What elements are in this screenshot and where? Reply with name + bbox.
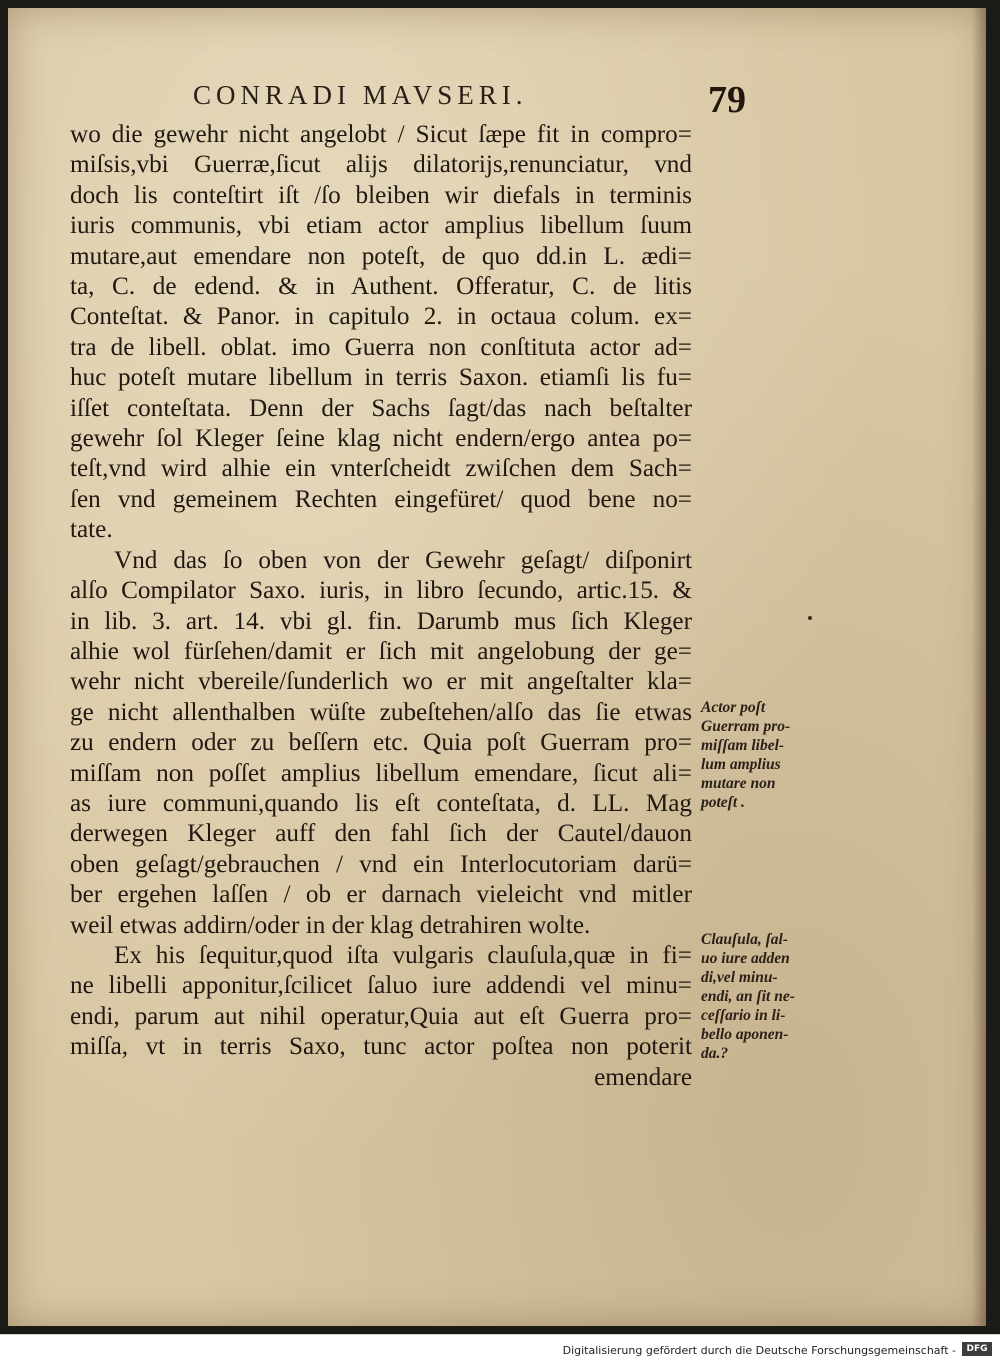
book-page [8, 8, 986, 1326]
margin-note-line: da.? [701, 1045, 729, 1062]
text-line: doch lis conteſtirt iſt /ſo bleiben wir diefals in terminis [70, 181, 692, 209]
text-line: tra de libell. oblat. imo Guerra non conſtituta actor ad= [70, 333, 692, 361]
margin-note-line: di,vel minu- [701, 969, 778, 986]
text-line: Vnd das ſo oben von der Gewehr geſagt/ diſponirt [114, 546, 692, 574]
main-text-block [70, 120, 692, 1093]
margin-note-line: Clauſula, ſal- [701, 931, 788, 948]
text-line: huc poteſt mutare libellum in terris Saxon. etiamſi lis fu= [70, 364, 692, 392]
margin-note-line: mutare non [701, 775, 776, 792]
text-line: Conteſtat. & Panor. in capitulo 2. in octaua colum. ex= [70, 303, 692, 331]
text-line: iuris communis, vbi etiam actor amplius libellum ſuum [70, 212, 692, 240]
footer-credit: Digitalisierung gefördert durch die Deutsche Forschungsgemeinschaft - [562, 1344, 956, 1357]
margin-note-line: lum amplius [701, 756, 781, 773]
digitization-footer [0, 1334, 1000, 1362]
text-line: as iure communi,quando lis eſt conteſtata, d. LL. Mag [70, 789, 692, 817]
catchword: emendare [594, 1063, 692, 1091]
dfg-logo: DFG [962, 1342, 992, 1356]
text-line: ber ergehen laſſen / ob er darnach vieleicht vnd mitler [70, 881, 692, 909]
text-line: wehr nicht vbereile/ſunderlich wo er mit angeſtalter kla= [70, 668, 692, 696]
margin-note-actor [701, 698, 841, 812]
page-edge-shadow [972, 8, 986, 1326]
text-line: zu endern oder zu beſſern etc. Quia poſt Guerram pro= [70, 729, 692, 757]
text-line: oben geſagt/gebrauchen / vnd ein Interlocutoriam darü= [70, 850, 692, 878]
text-line: Ex his ſequitur,quod iſta vulgaris clauſula,quæ in fi= [114, 941, 692, 969]
margin-note-line: poteſt . [701, 794, 745, 811]
text-line: wo die gewehr nicht angelobt / Sicut ſæpe fit in compro= [70, 121, 692, 148]
text-line: ſen vnd gemeinem Rechten eingefüret/ quod bene no= [70, 485, 692, 513]
margin-note-line: Guerram pro- [701, 718, 791, 735]
text-line: teſt,vnd wird alhie ein vnterſcheidt zwiſchen dem Sach= [70, 455, 692, 483]
text-line: ta, C. de edend. & in Authent. Offeratur, C. de litis [70, 273, 692, 301]
text-line: tate. [70, 516, 113, 544]
text-line: in lib. 3. art. 14. vbi gl. fin. Darumb mus ſich Kleger [70, 607, 692, 635]
text-line: ne libelli apponitur,ſcilicet ſaluo iure addendi vel minu= [70, 972, 692, 1000]
margin-note-line: endi, an ſit ne- [701, 988, 795, 1005]
margin-note-line: uo iure adden [701, 950, 790, 967]
text-line: miſſa, vt in terris Saxo, tunc actor poſtea non poterit [70, 1033, 692, 1061]
margin-note-line: ceſſario in li- [701, 1007, 786, 1024]
margin-note-clausula [701, 930, 841, 1063]
text-line: derwegen Kleger auff den fahl ſich der Cautel/dauon [70, 820, 692, 848]
running-head: CONRADI MAVSERI. [193, 80, 528, 110]
text-line: miſsis,vbi Guerræ,ſicut alijs dilatorijs,renunciatur, vnd [70, 151, 692, 179]
text-line: iſſet conteſtata. Denn der Sachs ſagt/das nach beſtalter [70, 394, 692, 422]
ink-speck [808, 616, 812, 620]
text-line: weil etwas addirn/oder in der klag detrahiren wolte. [70, 911, 591, 939]
page-number: 79 [708, 79, 746, 121]
text-line: alſo Compilator Saxo. iuris, in libro ſecundo, artic.15. & [70, 577, 692, 605]
text-line: miſſam non poſſet amplius libellum emendare, ſicut ali= [70, 759, 692, 787]
text-line: mutare,aut emendare non poteſt, de quo dd.in L. ædi= [70, 242, 692, 270]
text-line: ge nicht allenthalben wüſte zubeſtehen/alſo das ſie etwas [70, 698, 692, 726]
text-line: gewehr ſol Kleger ſeine klag nicht endern/ergo antea po= [70, 425, 692, 453]
margin-note-line: miſſam libel- [701, 737, 785, 754]
text-line: endi, parum aut nihil operatur,Quia aut eſt Guerra pro= [70, 1002, 692, 1030]
margin-note-line: Actor poſt [701, 699, 766, 716]
text-line: alhie wol fürſehen/damit er ſich mit angelobung der ge= [70, 637, 692, 665]
margin-note-line: bello aponen- [701, 1026, 789, 1043]
